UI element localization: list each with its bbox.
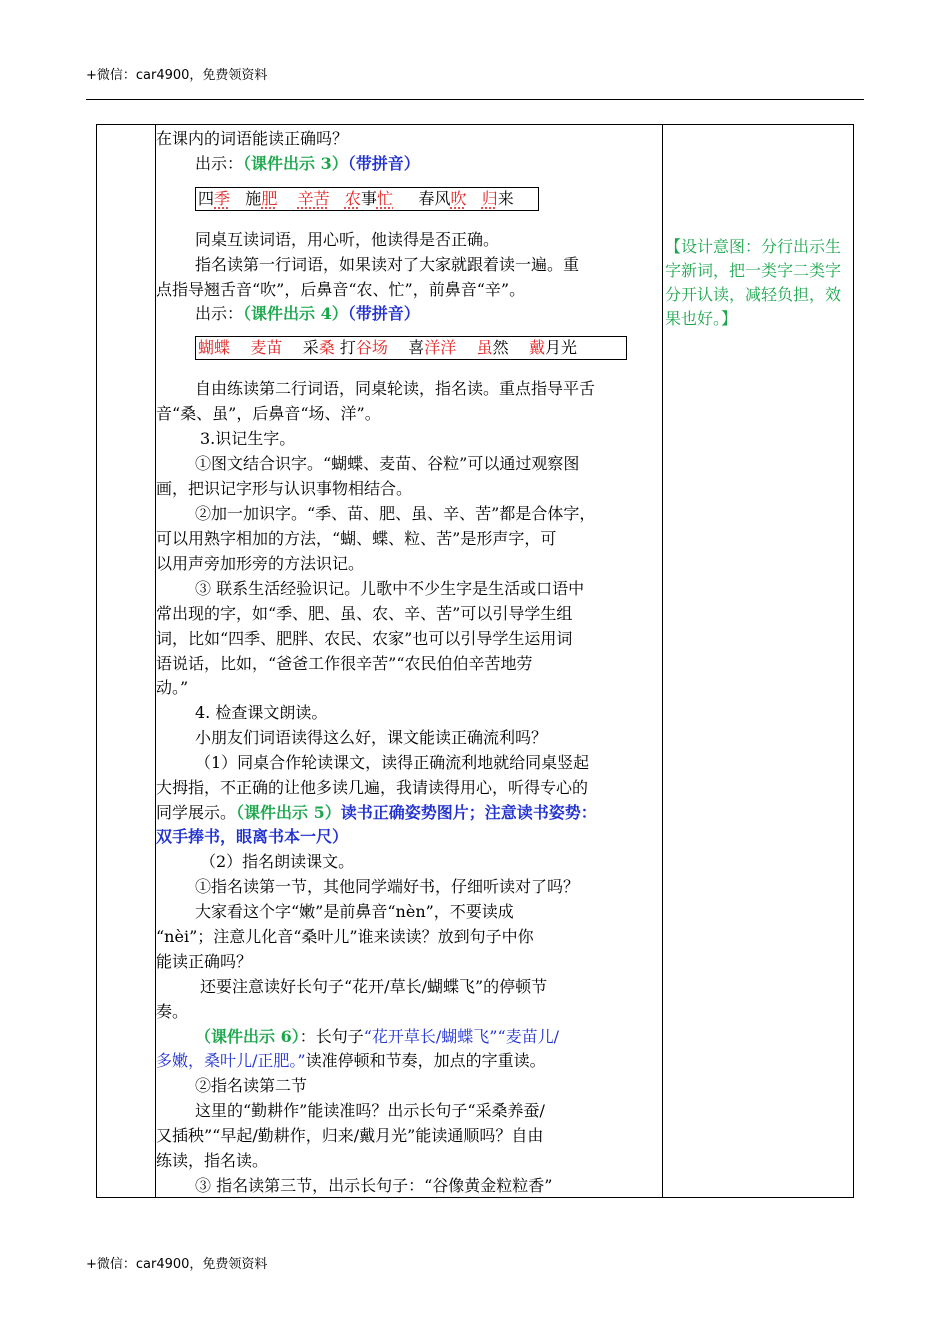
- table-column-divider: [662, 125, 663, 1197]
- text-line: （2）指名朗读课文。: [200, 852, 355, 871]
- word-box-1: 四季 施肥 辛苦 农事忙 春风吹 归来: [195, 187, 539, 211]
- text-line: 自由练读第二行词语，同桌轮读，指名读。重点指导平舌: [195, 379, 596, 398]
- page-footer: +微信：car4900，免费领资料: [86, 1257, 268, 1272]
- header-divider: [86, 99, 864, 100]
- text-line: 3.识记生字。: [200, 429, 296, 448]
- text-line: 多嫩，桑叶儿/正肥。”读准停顿和节奏，加点的字重读。: [156, 1051, 546, 1070]
- text-line: 语说话，比如，“爸爸工作很辛苦”“农民伯伯辛苦地劳: [156, 654, 533, 673]
- design-intent-note: 【设计意图：分行出示生字新词，把一类字二类字分开认读，减轻负担，效果也好。】: [665, 237, 842, 328]
- page-header: +微信：car4900，免费领资料: [86, 68, 268, 83]
- text-line: 出示：（课件出示 3）（带拼音）: [195, 154, 420, 173]
- text-line: 同桌互读词语，用心听，他读得是否正确。: [195, 230, 500, 249]
- text-line: ①图文结合识字。“蝴蝶、麦苗、谷粒”可以通过观察图: [195, 454, 580, 473]
- text-line: 又插秧”“早起/勤耕作，归来/戴月光”能读通顺吗？自由: [156, 1126, 544, 1145]
- text-line: 出示：（课件出示 4）（带拼音）: [195, 304, 420, 323]
- text-line: 还要注意读好长句子“花开/草长/蝴蝶飞”的停顿节: [200, 977, 548, 996]
- text-line: 大拇指，不正确的让他多读几遍，我请读得用心，听得专心的: [156, 778, 589, 797]
- text-line: 词，比如“四季、肥胖、农民、农家”也可以引导学生运用词: [156, 629, 573, 648]
- text-line: 这里的“勤耕作”能读准吗？出示长句子“采桑养蚕/: [195, 1101, 545, 1120]
- text-line: ③ 指名读第三节，出示长句子：“谷像黄金粒粒香”: [195, 1176, 553, 1195]
- text-line: ①指名读第一节，其他同学端好书，仔细听读对了吗？: [195, 877, 580, 896]
- text-line: 画，把识记字形与认识事物相结合。: [156, 479, 413, 498]
- word-box-2: 蝴蝶 麦苗 采桑 打谷场 喜洋洋 虽然 戴月光: [195, 336, 627, 360]
- text-line: 常出现的字，如“季、肥、虽、农、辛、苦”可以引导学生组: [156, 604, 573, 623]
- text-line: ②加一加识字。“季、苗、肥、虽、辛、苦”都是合体字，: [195, 504, 596, 523]
- text-line: 能读正确吗？: [156, 952, 253, 971]
- text-line: 音“桑、虽”，后鼻音“场、洋”。: [156, 404, 381, 423]
- text-line: （1）同桌合作轮读课文，读得正确流利地就给同桌竖起: [195, 753, 590, 772]
- text-line: 可以用熟字相加的方法，“蝴、蝶、粒、苦”是形声字，可: [156, 529, 557, 548]
- text-line: （课件出示 6）：长句子“花开草长/蝴蝶飞”“麦苗儿/: [195, 1027, 560, 1046]
- text-line: 点指导翘舌音“吹”，后鼻音“农、忙”，前鼻音“辛”。: [156, 280, 526, 299]
- text-line: “nèi”；注意儿化音“桑叶儿”谁来读读？放到句子中你: [156, 927, 534, 946]
- text-line: 奏。: [156, 1002, 189, 1021]
- text-line: 大家看这个字“嫩”是前鼻音“nèn”，不要读成: [195, 902, 514, 921]
- text-line: 4. 检查课文朗读。: [195, 703, 328, 722]
- lesson-table: [96, 124, 854, 1198]
- text-line: 同学展示。（课件出示 5）读书正确姿势图片；注意读书姿势：: [156, 803, 597, 822]
- text-line: ②指名读第二节: [195, 1076, 308, 1095]
- text-line: 小朋友们词语读得这么好，课文能读正确流利吗？: [195, 728, 548, 747]
- text-line: 练读，指名读。: [156, 1151, 269, 1170]
- text-line: 指名读第一行词语，如果读对了大家就跟着读一遍。重: [195, 255, 580, 274]
- text-line: 以用声旁加形旁的方法识记。: [156, 554, 365, 573]
- text-line: 双手捧书，眼离书本一尺）: [156, 827, 349, 846]
- text-line: 在课内的词语能读正确吗？: [156, 129, 349, 148]
- text-line: ③ 联系生活经验识记。儿歌中不少生字是生活或口语中: [195, 579, 585, 598]
- text-line: 动。”: [156, 678, 189, 697]
